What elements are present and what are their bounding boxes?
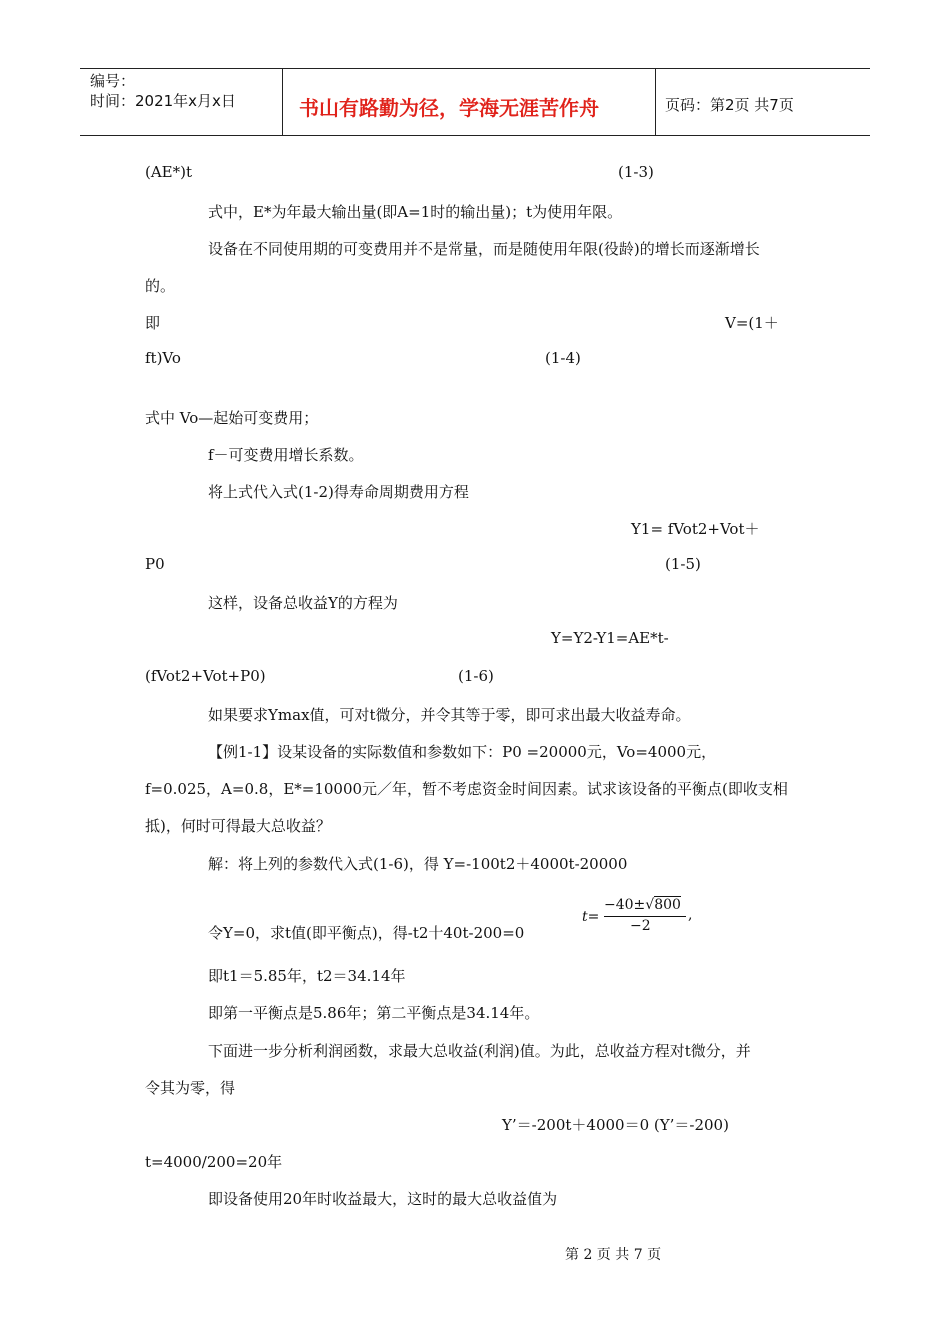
paragraph-line: 这样，设备总收益Y的方程为 bbox=[208, 594, 398, 612]
header-bottom-rule bbox=[80, 135, 870, 136]
eq-1-6-number: (1-6) bbox=[458, 667, 494, 685]
header-divider-left bbox=[282, 68, 283, 135]
header-page-label: 页码：第2页 共7页 bbox=[665, 96, 794, 114]
paragraph-line: 即第一平衡点是5.86年；第二平衡点是34.14年。 bbox=[208, 1004, 540, 1022]
formula-denominator: −2 bbox=[630, 918, 651, 934]
paragraph-line: 如果要求Ymax值，可对t微分，并令其等于零，即可求出最大收益寿命。 bbox=[208, 706, 691, 724]
fraction-bar bbox=[604, 916, 686, 917]
page-footer: 第 2 页 共 7 页 bbox=[565, 1247, 662, 1263]
derivative-line: Y’＝-200t＋4000＝0 (Y’＝-200) bbox=[502, 1116, 729, 1134]
paragraph-line: f－可变费用增长系数。 bbox=[208, 446, 364, 464]
formula-lhs: t= bbox=[582, 909, 600, 925]
sqrt-symbol: √ bbox=[645, 897, 655, 913]
formula-numerator: −40±√800 bbox=[604, 897, 681, 913]
solution-line: 解：将上列的参数代入式(1-6)，得 Y=-100t2＋4000t-20000 bbox=[208, 855, 628, 873]
header-motto: 书山有路勤为径，学海无涯苦作舟 bbox=[299, 96, 599, 120]
example-heading-line: 【例1-1】设某设备的实际数值和参数如下：P0 =20000元，Vo=4000元， bbox=[208, 743, 717, 761]
paragraph-line: 即t1＝5.85年，t2＝34.14年 bbox=[208, 967, 406, 985]
eq-1-4-prefix: 即 bbox=[145, 314, 161, 332]
paragraph-line: 的。 bbox=[145, 277, 176, 295]
eq-1-4-number: (1-4) bbox=[545, 349, 581, 367]
eq-1-5-number: (1-5) bbox=[665, 555, 701, 573]
eq-1-6-rhs-start: Y=Y2-Y1=AE*t- bbox=[551, 629, 669, 647]
header-divider-right bbox=[655, 68, 656, 135]
paragraph-line: 下面进一步分析利润函数，求最大总收益(利润)值。为此，总收益方程对t微分，并 bbox=[208, 1042, 751, 1060]
header-number-label: 编号： bbox=[90, 72, 136, 90]
paragraph-line: 式中，E*为年最大输出量(即A=1时的输出量)；t为使用年限。 bbox=[208, 203, 623, 221]
header-time-label: 时间：2021年x月x日 bbox=[90, 92, 236, 110]
eq-1-3-left: (AE*)t bbox=[145, 163, 193, 181]
eq-1-4-rhs-end: ft)Vo bbox=[145, 349, 181, 367]
paragraph-line: 将上式代入式(1-2)得寿命周期费用方程 bbox=[208, 483, 469, 501]
eq-1-3-number: (1-3) bbox=[618, 163, 654, 181]
eq-1-5-rhs-start: Y1= fVot2+Vot＋ bbox=[631, 520, 760, 538]
paragraph-line: f=0.025，A=0.8，E*=10000元／年，暂不考虑资金时间因素。试求该设备的平衡点(即收支相 bbox=[145, 780, 788, 798]
paragraph-line: 设备在不同使用期的可变费用并不是常量，而是随使用年限(役龄)的增长而逐渐增长 bbox=[208, 240, 760, 258]
paragraph-line: t=4000/200=20年 bbox=[145, 1153, 283, 1171]
paragraph-line: 令其为零，得 bbox=[145, 1079, 236, 1097]
header-top-rule bbox=[80, 68, 870, 69]
formula-trail: , bbox=[688, 907, 693, 923]
paragraph-line: 抵)，何时可得最大总收益？ bbox=[145, 817, 331, 835]
formula-radicand: 800 bbox=[654, 897, 681, 913]
paragraph-line: 式中 Vo—起始可变费用； bbox=[145, 409, 319, 427]
eq-1-5-rhs-end: P0 bbox=[145, 555, 165, 573]
eq-1-4-rhs-start: V=(1＋ bbox=[725, 314, 779, 332]
paragraph-line: 令Y=0，求t值(即平衡点)，得-t2十40t-200=0 bbox=[208, 924, 525, 942]
paragraph-line: 即设备使用20年时收益最大，这时的最大总收益值为 bbox=[208, 1190, 558, 1208]
eq-1-6-rhs-end: (fVot2+Vot+P0) bbox=[145, 667, 266, 685]
